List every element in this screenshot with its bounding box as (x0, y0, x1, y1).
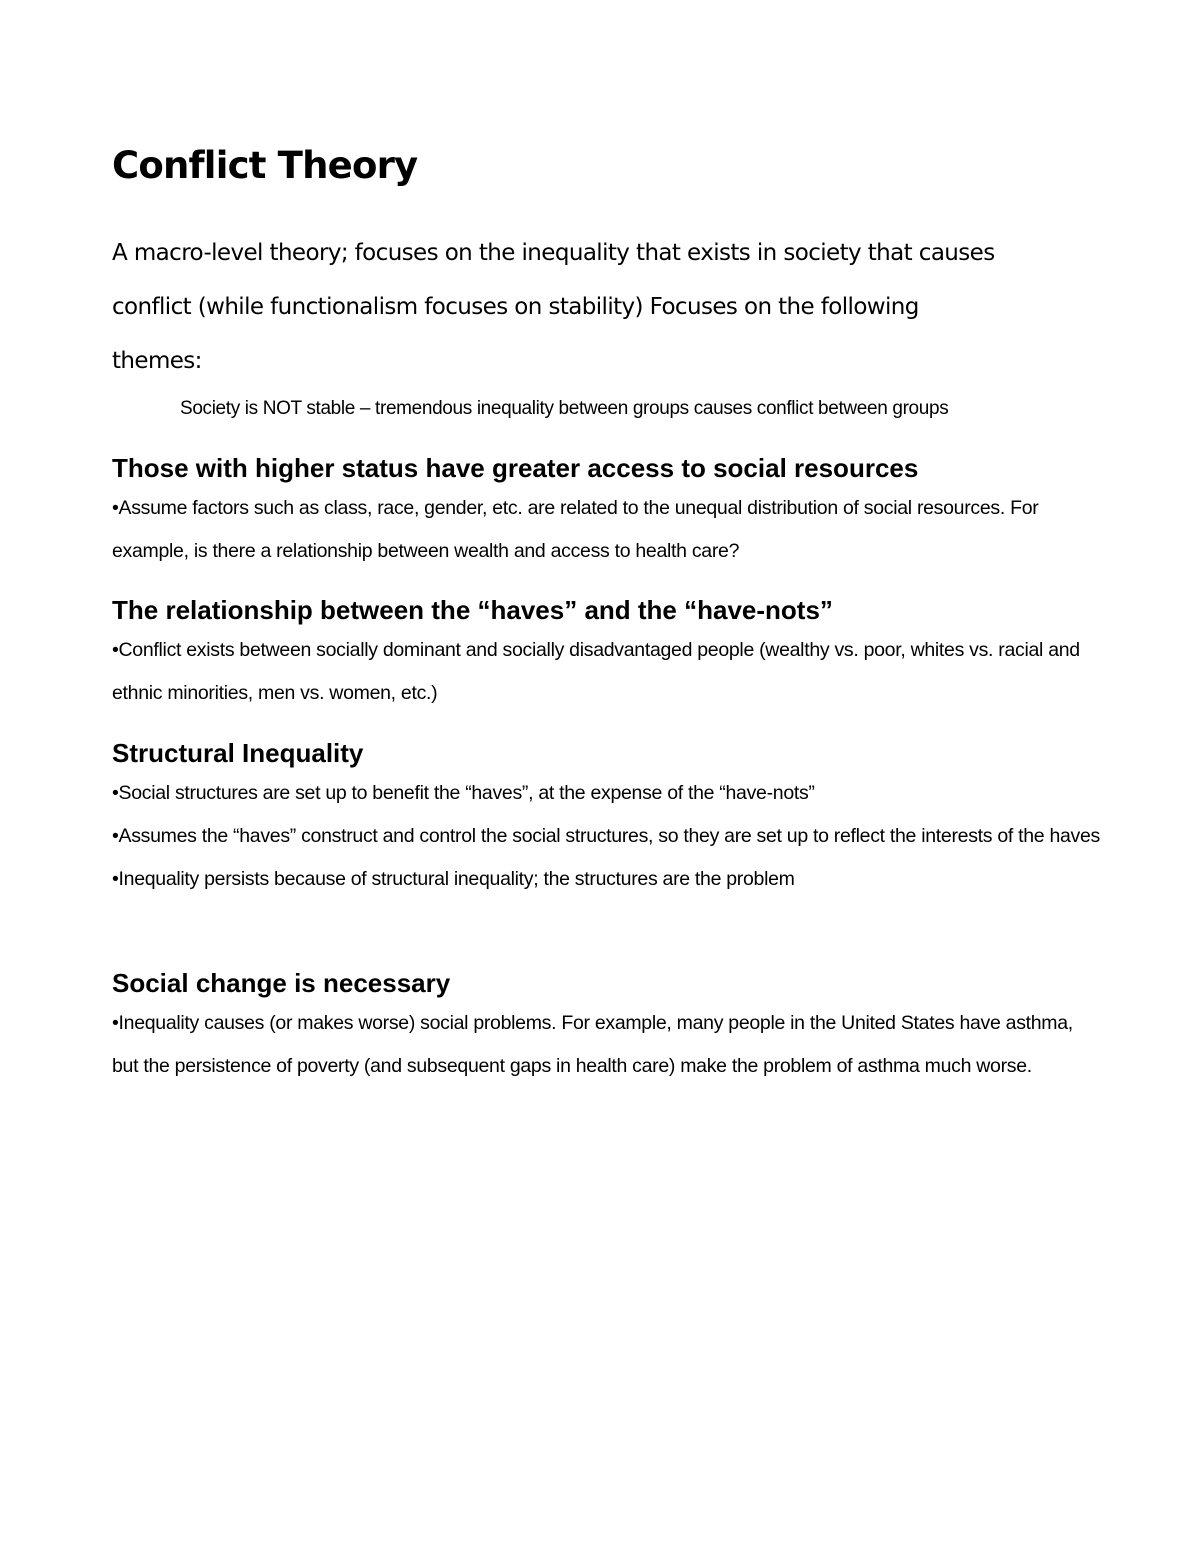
section-haves-have-nots (112, 593, 1102, 715)
document-title: Conflict Theory (112, 144, 418, 187)
bullet-item: •Inequality persists because of structural inequality; the structures are the problem (112, 868, 795, 890)
section-heading: Those with higher status have greater access to social resources (112, 453, 919, 483)
bullet-item: •Assumes the “haves” construct and control the social structures, so they are set up to reflect the interests of the haves (112, 825, 1100, 847)
bullet-item: •Assume factors such as class, race, gender, etc. are related to the unequal distribution of social resources. For example, is there a relationship between wealth and access to health care? (112, 497, 1039, 562)
intro-line: A macro-level theory; focuses on the inequality that exists in society that causes (112, 240, 995, 266)
intro-line: themes: (112, 348, 202, 374)
section-heading: Structural Inequality (112, 738, 364, 768)
bullet-item: •Conflict exists between socially dominant and socially disadvantaged people (wealthy vs. poor, whites vs. racial and ethnic minorities, men vs. women, etc.) (112, 639, 1080, 704)
section-heading: Social change is necessary (112, 968, 451, 998)
section-higher-status (112, 451, 1102, 573)
intro-line: conflict (while functionalism focuses on stability) Focuses on the following (112, 294, 919, 320)
section-heading: The relationship between the “haves” and the “have-nots” (112, 595, 833, 625)
intro-paragraph (112, 226, 1102, 388)
theme-statement: Society is NOT stable – tremendous inequality between groups causes conflict between groups (180, 398, 949, 419)
bullet-item: •Inequality causes (or makes worse) social problems. For example, many people in the United States have asthma, but the persistence of poverty (and subsequent gaps in health care) make the problem of asthma much worse. (112, 1012, 1073, 1077)
bullet-item: •Social structures are set up to benefit the “haves”, at the expense of the “have-nots” (112, 782, 815, 804)
section-structural-inequality (112, 736, 1102, 901)
section-social-change (112, 966, 1102, 1088)
